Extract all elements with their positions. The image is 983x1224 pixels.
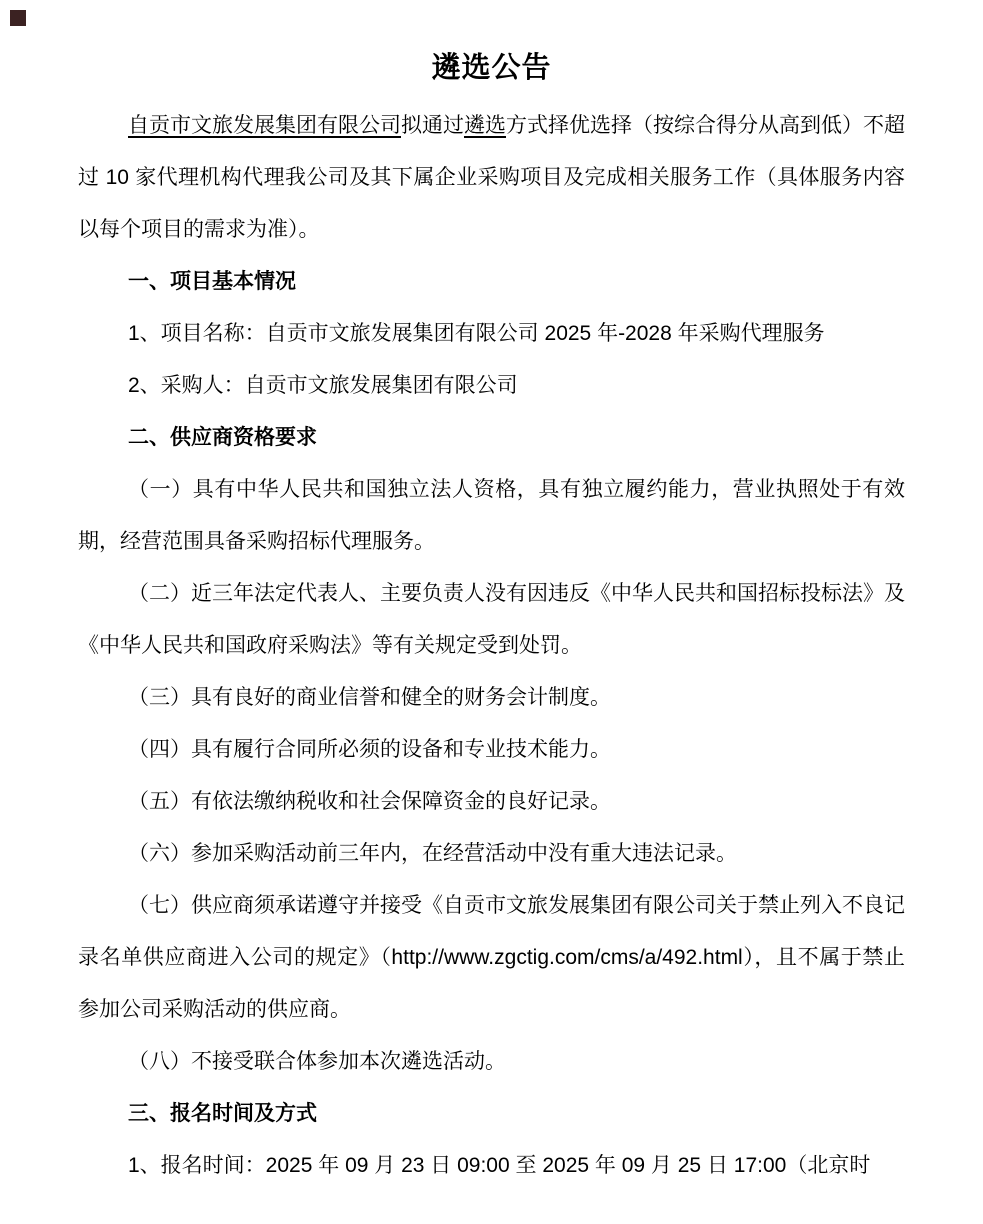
paragraph (78, 776, 905, 828)
text-run: 拟通过 (401, 114, 464, 137)
text-run: （二）近三年法定代表人、主要负责人没有因违反《中华人民共和国招标投标法》及《中华人民共和国政府采购法》等有关规定受到处罚。 (78, 582, 905, 657)
corner-mark (10, 10, 26, 26)
paragraph (78, 880, 905, 1036)
section-heading (78, 412, 905, 464)
text-run: 2、采购人：自贡市文旅发展集团有限公司 (128, 374, 518, 397)
text-run: 1、报名时间：2025 年 09 月 23 日 09:00 至 2025 年 09 月 25 日 17:00（北京时 (128, 1154, 871, 1177)
paragraph (78, 1140, 905, 1192)
text-run: 一、项目基本情况 (128, 270, 296, 293)
text-run: 方式择优选择（按综合得分从高到低）不超过 10 家代理机构代理我公司及其下属企业采购项目及完成相关服务工作（具体服务内容以每个项目的需求为准）。 (78, 114, 905, 241)
text-run: （七）供应商须承诺遵守并接受《自贡市文旅发展集团有限公司关于禁止列入不良记录名单供应商进入公司的规定》（http://www.zgctig.com/cms/a/492.html），且不属于禁止参加公司采购活动的供应商。 (78, 894, 905, 1021)
section-heading (78, 256, 905, 308)
underlined-text: 遴选 (464, 114, 506, 137)
document-body (78, 100, 905, 1192)
underlined-text: 自贡市文旅发展集团有限公司 (128, 114, 401, 137)
text-run: （八）不接受联合体参加本次遴选活动。 (128, 1050, 506, 1073)
paragraph (78, 568, 905, 672)
paragraph (78, 724, 905, 776)
paragraph (78, 360, 905, 412)
section-heading (78, 1088, 905, 1140)
paragraph (78, 828, 905, 880)
document-title: 遴选公告 (431, 52, 552, 84)
text-run: （五）有依法缴纳税收和社会保障资金的良好记录。 (128, 790, 611, 813)
text-run: （六）参加采购活动前三年内，在经营活动中没有重大违法记录。 (128, 842, 737, 865)
paragraph (78, 100, 905, 256)
text-run: 1、项目名称：自贡市文旅发展集团有限公司 2025 年-2028 年采购代理服务 (128, 322, 825, 345)
text-run: （四）具有履行合同所必须的设备和专业技术能力。 (128, 738, 611, 761)
text-run: （一）具有中华人民共和国独立法人资格，具有独立履约能力，营业执照处于有效期，经营范围具备采购招标代理服务。 (78, 478, 905, 553)
text-run: 三、报名时间及方式 (128, 1102, 317, 1125)
paragraph (78, 672, 905, 724)
paragraph (78, 1036, 905, 1088)
text-run: 二、供应商资格要求 (128, 426, 317, 449)
paragraph (78, 464, 905, 568)
text-run: （三）具有良好的商业信誉和健全的财务会计制度。 (128, 686, 611, 709)
paragraph (78, 308, 905, 360)
